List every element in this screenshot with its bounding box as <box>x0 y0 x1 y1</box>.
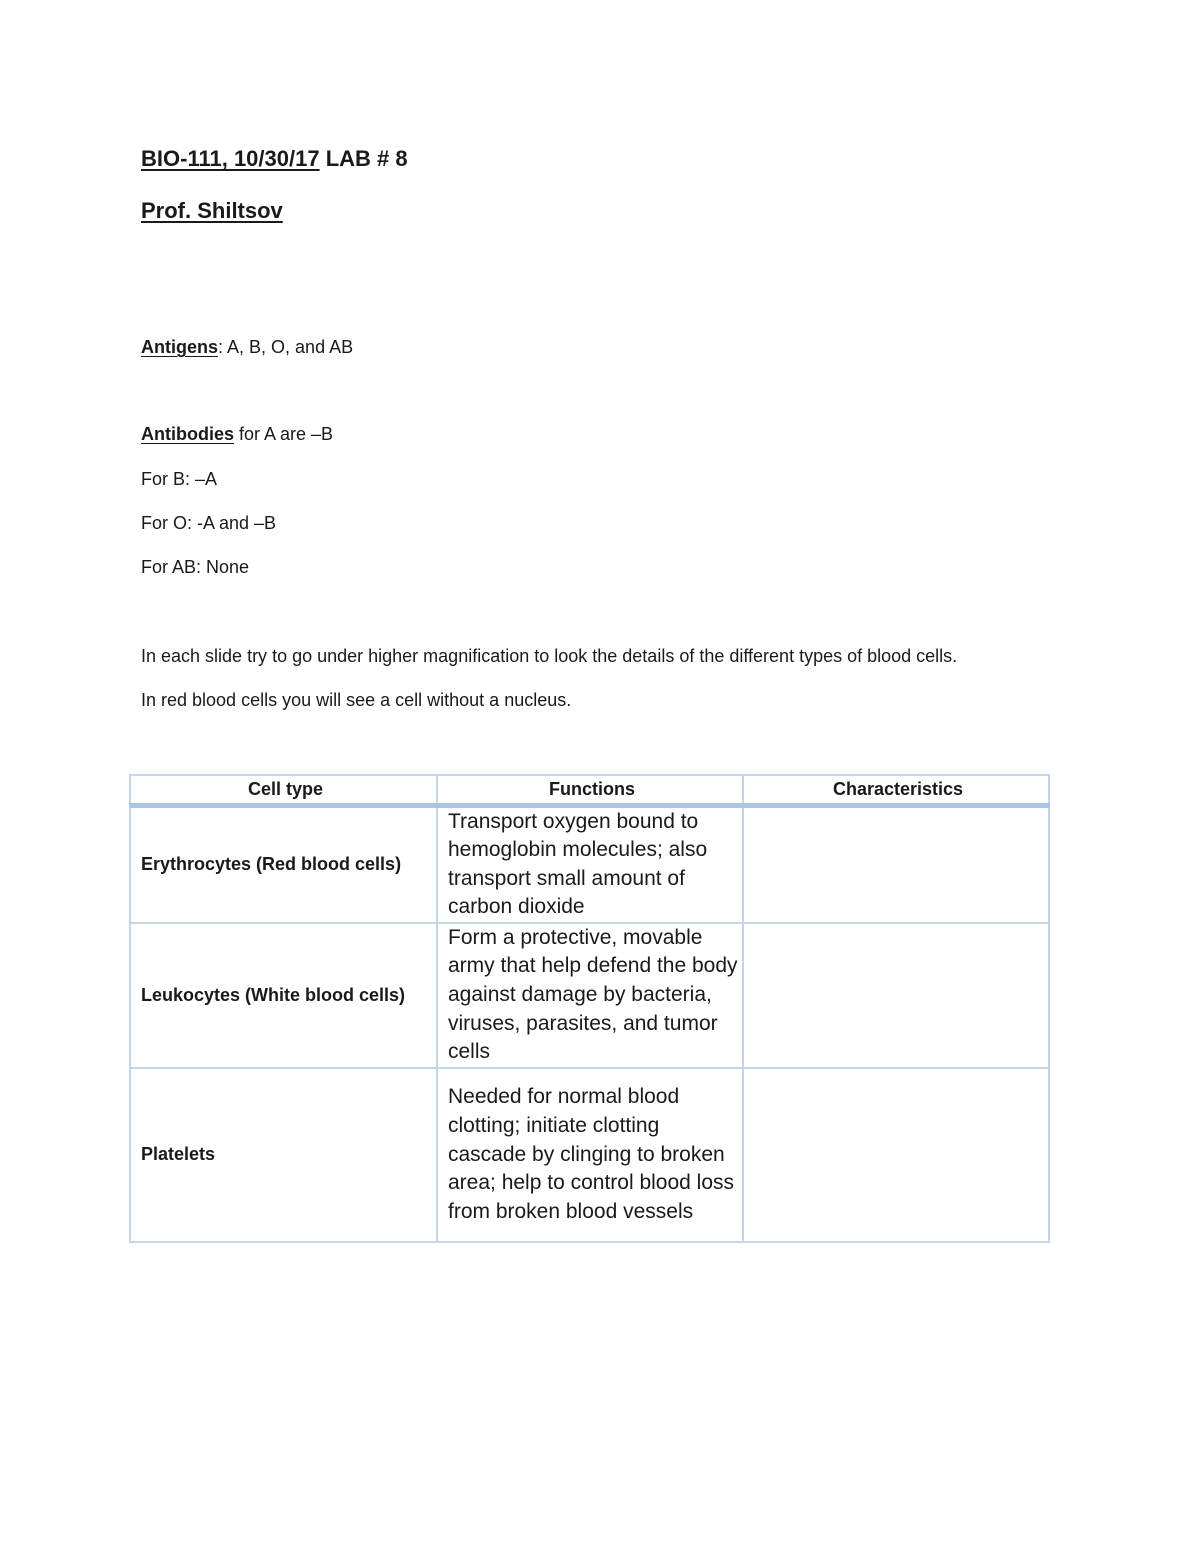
table-row <box>130 923 1049 1068</box>
cell-type: Leukocytes (White blood cells) <box>130 923 437 1068</box>
note-red-blood-cells: In red blood cells you will see a cell without a nucleus. <box>141 690 572 710</box>
cell-functions: Transport oxygen bound to hemoglobin molecules; also transport small amount of carbon dioxide <box>437 805 743 923</box>
header-functions: Functions <box>437 775 743 805</box>
cell-functions: Form a protective, movable army that help defend the body against damage by bacteria, viruses, parasites, and tumor cells <box>437 923 743 1068</box>
antigens-label: Antigens <box>141 337 219 357</box>
antigens-line <box>141 337 353 358</box>
antibodies-for-o: For O: -A and –B <box>141 513 277 533</box>
cell-type: Erythrocytes (Red blood cells) <box>130 805 437 923</box>
cell-characteristics <box>743 923 1049 1068</box>
header-characteristics: Characteristics <box>743 775 1049 805</box>
course-heading <box>141 146 408 172</box>
antigens-text: : A, B, O, and AB <box>218 337 354 357</box>
cell-characteristics <box>743 1068 1049 1242</box>
table-row <box>130 1068 1049 1242</box>
note-magnification: In each slide try to go under higher magnification to look the details of the different types of blood cells. <box>141 646 958 666</box>
blood-cells-table <box>129 774 1050 1243</box>
antibodies-line <box>141 424 333 445</box>
lab-number: LAB # 8 <box>319 146 408 171</box>
professor-name: Prof. Shiltsov <box>141 198 283 223</box>
antibodies-text: for A are –B <box>234 424 334 444</box>
cell-functions: Needed for normal blood clotting; initiate clotting cascade by clinging to broken area; help to control blood loss from broken blood vessels <box>437 1068 743 1242</box>
antibodies-label: Antibodies <box>141 424 234 444</box>
table-row <box>130 805 1049 923</box>
cell-type: Platelets <box>130 1068 437 1242</box>
antibodies-for-b: For B: –A <box>141 469 218 489</box>
table-header-row <box>130 775 1049 805</box>
cell-characteristics <box>743 805 1049 923</box>
course-code-date: BIO-111, 10/30/17 <box>141 146 320 171</box>
professor-heading <box>141 198 283 224</box>
header-cell-type: Cell type <box>130 775 437 805</box>
antibodies-for-ab: For AB: None <box>141 557 250 577</box>
